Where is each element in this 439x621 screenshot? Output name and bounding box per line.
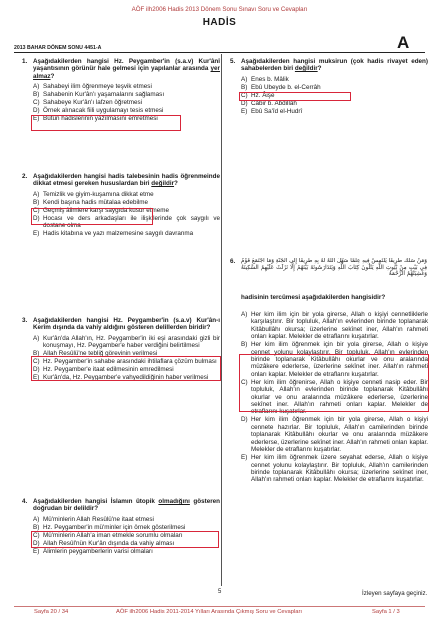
subject-title: HADİS [202, 17, 237, 28]
question-number: 2. [22, 173, 28, 180]
option-a[interactable]: A) Kur'ân'da Allah'ın, Hz. Peygamber'in iki eşi arasındaki gizli bir konuşmayı, Hz. Peygamber'e haber verdiğini belirtilmesi [33, 334, 220, 350]
options [241, 76, 428, 115]
option-a[interactable]: A) Temizlik ve giyim-kuşamına dikkat etme [33, 190, 154, 198]
footer-left: Sayfa 20 / 34 [34, 609, 69, 615]
page-number: 5 [218, 589, 222, 595]
question-number: 4. [22, 498, 28, 505]
option-d[interactable]: D) Câbir b. Abdillâh [241, 99, 297, 107]
option-c[interactable]: C) Hz. Âişe [241, 91, 275, 99]
option-e[interactable]: E) Ebû Sa'îd el-Hudrî [241, 107, 303, 115]
exam-code: 2013 BAHAR DÖNEM SONU 4451-A [14, 45, 102, 51]
question-number: 1. [22, 58, 28, 65]
option-b[interactable]: B) Ebû Ubeyde b. el-Cerrâh [241, 83, 321, 91]
option-c[interactable]: C) Her kim ilim öğrenirse, Allah o kişiye cenneti nasip eder. Bir topluluk, Allah'ın evlerinden birinde toplanarak Kitâbullâhı okurlar ve onu aralarında müzâkere ederlerse, üzerlerine sekînet iner. Allah'ın rahmeti onları kaplar. Melekler de etraflarını kuşatırlar. [241, 378, 428, 416]
top-banner: AÖF ilh2006 Hadis 2013 Dönem Sonu Sınavı Soru ve Cevapları [131, 6, 308, 13]
option-c[interactable]: C) Hz. Peygamber'in sahabe arasındaki ihtilaflara çözüm bulması [33, 358, 217, 366]
option-e[interactable]: E) Hadis kitabına ve yazı malzemesine saygılı davranma [33, 230, 194, 238]
question-stem: Aşağıdakilerden hangisi Hz. Peygamber'in (s.a.v) Kur'ânî yaşantısının görünür hale gelmesi için yapılanlar arasında yer almaz? [33, 58, 220, 80]
option-a[interactable]: A) Her kim ilim için bir yola girerse, Allah o kişiyi cennetliklerle karşılaştırır. Bir topluluk, Allah'ın evlerinden birinde toplanarak Kitâbullâhı okursa; üzerlerine sekînet iner, Allah'ın rahmeti onları kaplar. Melekler de etraflarını kuşatırlar. [241, 311, 428, 341]
options [241, 311, 428, 484]
question-stem: Aşağıdakilerden hangisi Hz. Peygamber'in (s.a.v) Kur'ân-ı Kerîm dışında da vahiy aldığını gösteren delillerden biridir? [33, 317, 220, 332]
question-number: 3. [22, 317, 28, 324]
option-b[interactable]: B) Kendi başına hadis mütalaa edebilme [33, 198, 149, 206]
footer-right: Sayfa 1 / 3 [372, 609, 400, 615]
question-1 [22, 58, 220, 123]
option-b[interactable]: B) Allah Resûlü'ne tebliğ görevinin verilmesi [33, 350, 158, 358]
options [33, 516, 220, 555]
option-b[interactable]: B) Sahabenin Kur'ân'ı yaşamalarını sağlaması [33, 91, 165, 99]
options [33, 335, 220, 382]
question-6 [230, 258, 428, 484]
header-rule [14, 52, 425, 53]
column-separator [221, 54, 222, 586]
question-number: 6. [230, 258, 236, 265]
option-a[interactable]: A) Enes b. Mâlik [241, 75, 289, 83]
question-stem: Aşağıdakilerden hangisi muksirun (çok hadis rivayet eden) sahabelerden biri değildir? [241, 58, 428, 73]
option-c[interactable]: C) Sahabeye Kur'ân'ı lafzen öğretmesi [33, 99, 143, 107]
question-stem: hadisinin tercümesi aşağıdakilerden hangisidir? [241, 294, 386, 301]
question-stem: Aşağıdakilerden hangisi hadis talebesinin hadis öğrenmeinde dikkat etmesi gereken hususlardan biri değildir? [33, 173, 220, 188]
option-e[interactable]: E) Âlimlerin peygamberlerin varisi olmaları [33, 547, 153, 555]
option-a[interactable]: A) Sahabeyi ilim öğrenmeye teşvik etmesi [33, 83, 152, 91]
question-number: 5. [230, 58, 236, 65]
hadith-arabic-text: وَمَنْ سَلَكَ طَرِيقًا يَلْتَمِسُ فِيهِ عِلْمًا سَهَّلَ اللَّهُ لَهُ بِهِ طَرِيقًا إِلَى الْجَنَّةِ وَمَا اجْتَمَعَ قَوْمٌ فِي بَيْتٍ مِنْ بُيُوتِ اللَّهِ يَتْلُونَ كِتَابَ اللَّهِ وَيَتَدَارَسُونَهُ بَيْنَهُمْ إِلَّا نَزَلَتْ عَلَيْهِمُ السَّكِينَةُ وَغَشِيَتْهُمُ الرَّحْمَةُ [241, 258, 427, 278]
question-5 [230, 58, 428, 116]
question-2 [22, 173, 220, 238]
option-b[interactable]: B) Her kim ilim öğrenmek için bir yola girerse, Allah o kişiye cennet yolunu kolaylaştırır. Bir topluluk, Allah'ın evlerinden birinde toplanarak Kitâbullâhı okurlar ve onu aralarında müzâkere ederlerse, üzerlerine sekînet iner. Allah'ın rahmeti onları kaplar. Melekler de etraflarını kuşatırlar. [241, 341, 428, 378]
option-e[interactable]: E) Bütün hadislerinin yazılmasını emretmesi [33, 115, 158, 123]
option-a[interactable]: A) Mü'minlerin Allah Resûlü'ne itaat etmesi [33, 515, 154, 523]
option-d[interactable]: D) Her kim ilim öğrenmek için bir yola girerse, Allah o kişiyi cennete hazırlar. Bir topluluk, Allah'ın camilerinden birinde toplanarak Kitâbullâhı okurlar ve onu aralarında müzâkere ederlerse, üzerlerine sekînet iner. Allah'ın rahmeti onları kaplar. Melekler de etraflarını kuşatırlar. [241, 416, 428, 454]
question-stem: Aşağıdakilerden hangisi İslamın ütopik olmadığını gösteren doğrudan bir delildir? [33, 498, 220, 513]
footer-center: AÖF ilh2006 Hadis 2011-2014 Yılları Arasında Çıkmış Soru ve Cevapları [116, 609, 303, 615]
option-e[interactable]: E) Kur'ân'da, Hz. Peygamber'e vahyedildiğinin haber verilmesi [33, 374, 209, 382]
options [33, 191, 220, 238]
option-d[interactable]: D) Örnek alınacak fiili uygulamayı tesis etmesi [33, 107, 164, 115]
option-c[interactable]: C) Mü'minlerin Allah'a iman etmekle sorumlu olmaları [33, 531, 183, 539]
question-3 [22, 317, 220, 382]
option-d[interactable]: D) Allah Resûl'nün Kur'ân dışında da vahiy alması [33, 539, 175, 547]
next-page-note: İzleyen sayfaya geçiniz. [362, 590, 428, 597]
question-4 [22, 498, 220, 556]
option-e[interactable]: E) Her kim ilim öğrenmek üzere seyahat ederse, Allah o kişiye cennet yolunu kolaylaştırır. Bir topluluk, Allah'ın camilerinden birinde toplanarak Kitâbullâhı okursa; üzerlerine sekînet iner, Allah'ın rahmeti onları kaplar. Melekler de etraflarını kuşatırlar. [241, 454, 428, 484]
booklet-letter: A [397, 33, 410, 52]
option-d[interactable]: D) Hocası ve ders arkadaşları ile ilişkilerinde çok saygılı ve dostane olma [33, 214, 220, 230]
option-c[interactable]: C) Geçmiş âlimlere karşı saygıda kusur etmeme [33, 206, 169, 214]
option-b[interactable]: B) Hz. Peygamber'in mü'minler için örnek gösterilmesi [33, 523, 186, 531]
options [33, 83, 220, 122]
footer-rule [14, 606, 425, 607]
option-d[interactable]: D) Hz. Peygamber'e itaat edilmesinin emredilmesi [33, 366, 174, 374]
